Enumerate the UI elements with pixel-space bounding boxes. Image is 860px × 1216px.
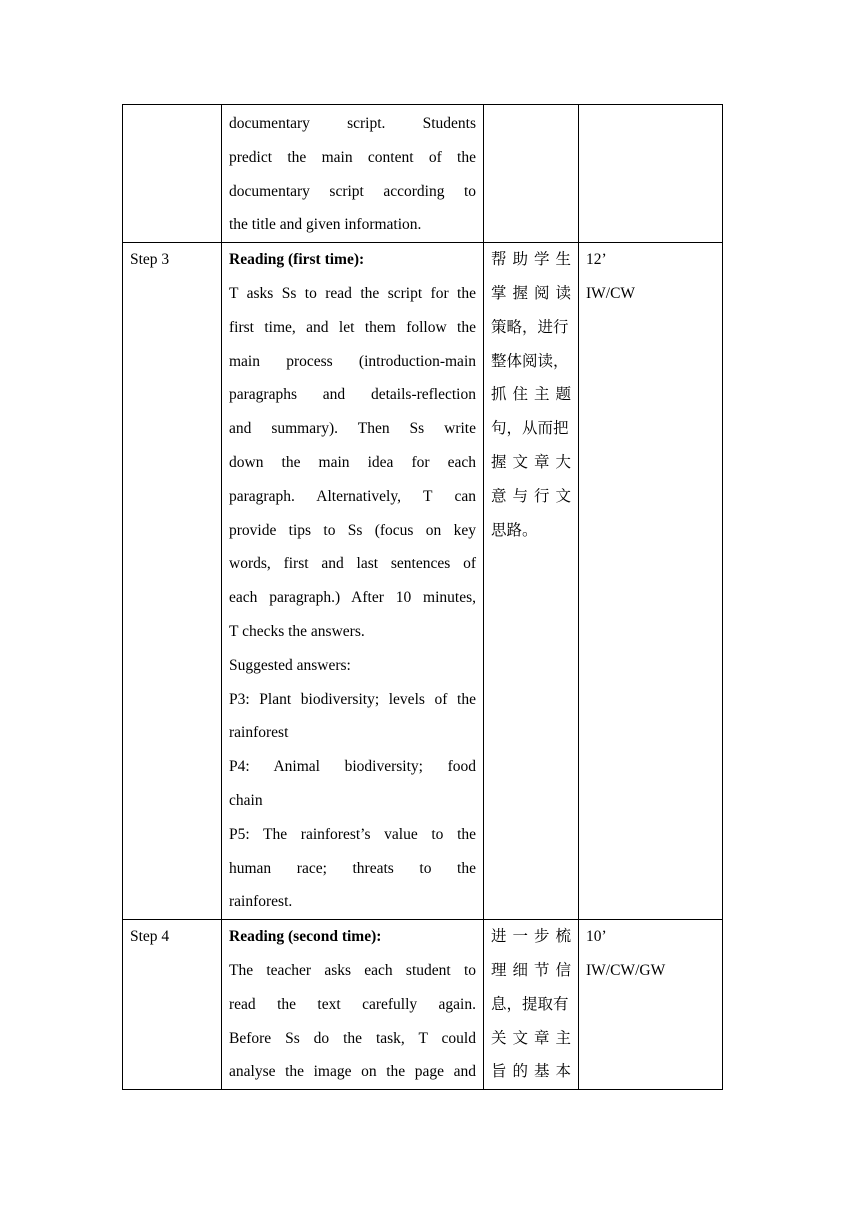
content-line: paragraph. Alternatively, T can	[229, 487, 476, 505]
purpose-line: 整体阅读，	[491, 351, 569, 370]
content-line: P4: Animal biodiversity; food	[229, 758, 476, 776]
content-line: chain	[229, 791, 263, 809]
purpose-line: 意与行文	[491, 486, 571, 505]
content-line: each paragraph.) After 10 minutes,	[229, 589, 476, 607]
content-line: analyse the image on the page and	[229, 1063, 476, 1081]
time-value: 10’	[586, 928, 607, 946]
purpose-line: 抓住主题	[491, 385, 571, 404]
purpose-cell	[484, 920, 579, 1090]
purpose-line: 关文章主	[491, 1028, 571, 1047]
purpose-line: 握文章大	[491, 452, 571, 471]
content-line: paragraphs and details-reflection	[229, 386, 476, 404]
content-cell	[222, 920, 484, 1090]
content-line: rainforest	[229, 724, 289, 742]
content-cell	[222, 105, 484, 243]
purpose-line: 进一步梳	[491, 927, 571, 946]
content-cell	[222, 243, 484, 920]
content-line: human race; threats to the	[229, 859, 476, 877]
content-line: Suggested answers:	[229, 656, 351, 674]
step-cell: Step 4	[123, 920, 222, 1090]
content-line: documentary script according to	[229, 182, 476, 200]
content-line: down the main idea for each	[229, 453, 476, 471]
content-line: main process (introduction-main	[229, 352, 476, 370]
content-line: P3: Plant biodiversity; levels of the	[229, 690, 476, 708]
purpose-line: 策略，进行	[491, 317, 569, 336]
content-line: The teacher asks each student to	[229, 961, 476, 979]
content-line: provide tips to Ss (focus on key	[229, 521, 476, 539]
content-line: the title and given information.	[229, 216, 422, 234]
content-line: words, first and last sentences of	[229, 555, 476, 573]
table-row	[123, 243, 723, 920]
content-line: first time, and let them follow the	[229, 318, 476, 336]
content-line: read the text carefully again.	[229, 995, 476, 1013]
step-cell: Step 3	[123, 243, 222, 920]
purpose-line: 息，提取有	[491, 994, 569, 1013]
timing-cell	[579, 243, 723, 920]
time-value: 12’	[586, 251, 607, 269]
content-line: and summary). Then Ss write	[229, 420, 476, 438]
step-heading: Reading (first time):	[229, 251, 365, 269]
content-line: documentary script. Students	[229, 115, 476, 132]
table-row	[123, 105, 723, 243]
timing-cell	[579, 920, 723, 1090]
step-cell	[123, 105, 222, 243]
lesson-plan-table	[122, 104, 723, 1090]
content-line: T asks Ss to read the script for the	[229, 284, 476, 302]
content-line: P5: The rainforest’s value to the	[229, 825, 476, 843]
content-line: T checks the answers.	[229, 622, 365, 640]
purpose-cell	[484, 243, 579, 920]
purpose-line: 理细节信	[491, 960, 571, 979]
purpose-cell	[484, 105, 579, 243]
purpose-line: 句，从而把	[491, 419, 569, 438]
purpose-line: 旨的基本	[491, 1062, 571, 1081]
timing-cell	[579, 105, 723, 243]
purpose-line: 掌握阅读	[491, 283, 571, 302]
table-row	[123, 920, 723, 1090]
purpose-line: 帮助学生	[491, 250, 571, 269]
content-line: rainforest.	[229, 893, 293, 911]
mode-value: IW/CW/GW	[586, 961, 666, 979]
content-line: predict the main content of the	[229, 148, 476, 166]
step-heading: Reading (second time):	[229, 928, 382, 946]
purpose-line: 思路。	[491, 520, 538, 539]
content-line: Before Ss do the task, T could	[229, 1029, 476, 1047]
mode-value: IW/CW	[586, 284, 636, 302]
